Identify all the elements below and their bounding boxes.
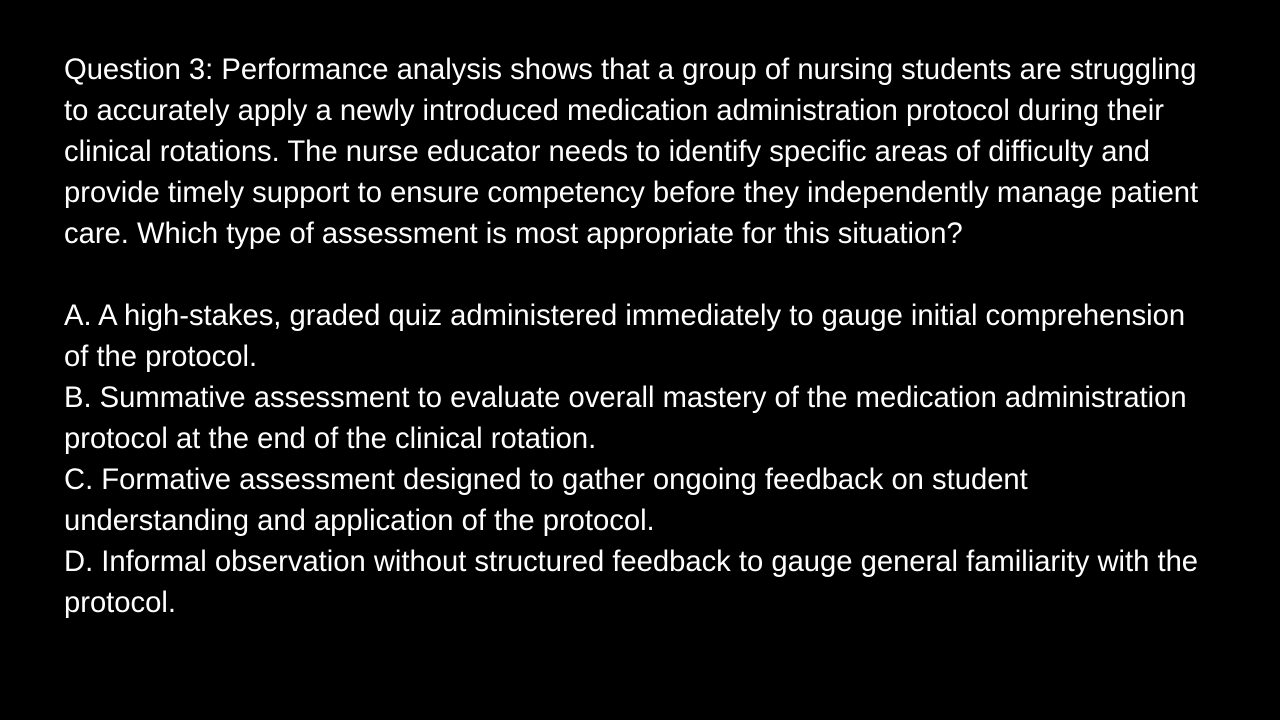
answer-option-c: C. Formative assessment designed to gather ongoing feedback on student understanding and application of the protocol. (64, 464, 1028, 537)
question-options-divider (64, 255, 1214, 296)
answer-option-a: A. A high-stakes, graded quiz administered immediately to gauge initial comprehension of the protocol. (64, 300, 1186, 373)
answer-option-b: B. Summative assessment to evaluate overall mastery of the medication administration protocol at the end of the clinical rotation. (64, 382, 1187, 455)
question-slide (64, 50, 1214, 624)
answer-options-list (64, 296, 1214, 624)
question-text: Question 3: Performance analysis shows that a group of nursing students are struggling to accurately apply a newly introduced medication administration protocol during their clinical rotations. The nurse educator needs to identify specific areas of difficulty and provide timely support to ensure competency before they independently manage patient care. Which type of assessment is most appropriate for this situation? (64, 54, 1199, 250)
answer-option-d: D. Informal observation without structured feedback to gauge general familiarity with the protocol. (64, 546, 1199, 619)
